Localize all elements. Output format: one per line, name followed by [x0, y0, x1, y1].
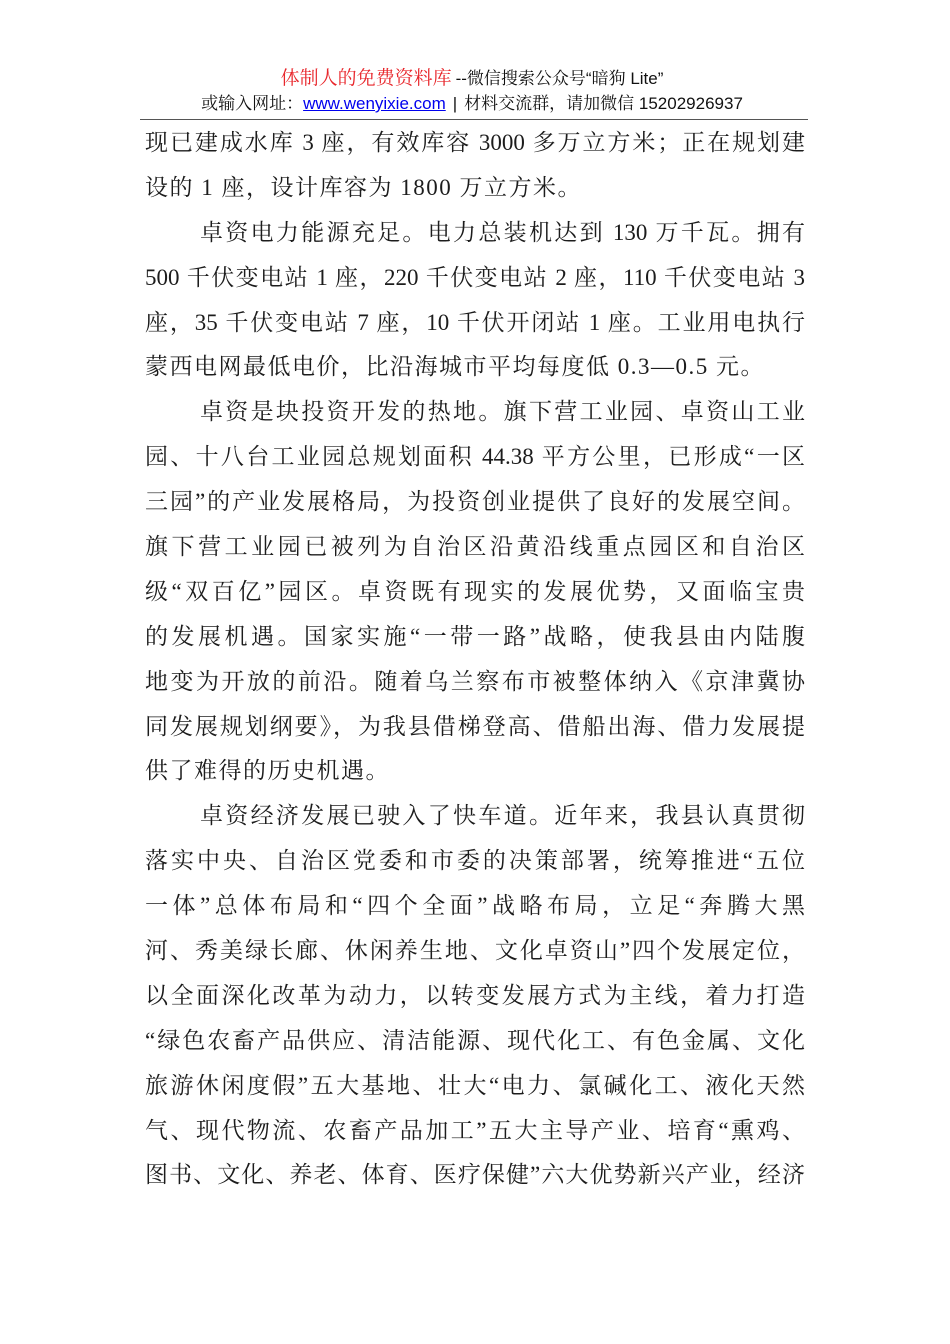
- brand-name: 体制人的免费资料库: [280, 68, 452, 89]
- body-line: 级“双百亿”园区。卓资既有现实的发展优势，又面临宝贵: [145, 578, 805, 604]
- body-line: 落实中央、自治区党委和市委的决策部署，统筹推进“五位: [145, 848, 805, 874]
- document-body: [145, 121, 805, 1198]
- body-line: 卓资经济发展已驶入了快车道。近年来，我县认真贯彻: [200, 803, 805, 829]
- url-prefix: 或输入网址：: [201, 94, 304, 113]
- paragraph-2: [145, 211, 805, 391]
- body-line: 气、现代物流、农畜产品加工”五大主导产业、培育“熏鸡、: [145, 1117, 805, 1143]
- paragraph-3: [145, 390, 805, 794]
- body-line: “绿色农畜产品供应、清洁能源、现代化工、有色金属、文化: [145, 1027, 805, 1053]
- paragraph-1: [145, 121, 805, 211]
- body-line: 以全面深化改革为动力，以转变发展方式为主线，着力打造: [145, 982, 805, 1008]
- body-line: 旅游休闲度假”五大基地、壮大“电力、氯碱化工、液化天然: [145, 1072, 805, 1098]
- page-header: [0, 66, 944, 116]
- body-line: 河、秀美绿长廊、休闲养生地、文化卓资山”四个发展定位，: [145, 938, 805, 964]
- body-line: 卓资是块投资开发的热地。旗下营工业园、卓资山工业: [200, 399, 805, 425]
- body-line: 图书、文化、养老、体育、医疗保健”六大优势新兴产业，经济: [145, 1162, 805, 1188]
- header-separator: |: [452, 94, 458, 113]
- body-line: 蒙西电网最低电价，比沿海城市平均每度低 0.3—0.5 元。: [145, 354, 765, 380]
- website-link[interactable]: www.wenyixie.com: [303, 94, 446, 113]
- body-line: 卓资电力能源充足。电力总装机达到 130 万千瓦。拥有: [200, 219, 805, 245]
- body-line: 地变为开放的前沿。随着乌兰察布市被整体纳入《京津冀协: [145, 668, 805, 694]
- body-line: 同发展规划纲要》，为我县借梯登高、借船出海、借力发展提: [145, 713, 805, 739]
- body-line: 现已建成水库 3 座，有效库容 3000 多万立方米；正在规划建: [145, 130, 805, 155]
- body-line: 园、十八台工业园总规划面积 44.38 平方公里，已形成“一区: [145, 444, 805, 470]
- header-rule: [140, 119, 808, 120]
- body-line: 设的 1 座，设计库容为 1800 万立方米。: [145, 174, 582, 200]
- body-line: 三园”的产业发展格局，为投资创业提供了良好的发展空间。: [145, 489, 805, 515]
- header-line-2: [0, 92, 944, 116]
- body-line: 供了难得的历史机遇。: [145, 758, 390, 784]
- body-line: 旗下营工业园已被列为自治区沿黄沿线重点园区和自治区: [145, 534, 805, 560]
- contact-info: 材料交流群，请加微信 15202926937: [464, 94, 743, 113]
- body-line: 的发展机遇。国家实施“一带一路”战略，使我县由内陆腹: [145, 623, 805, 649]
- body-line: 500 千伏变电站 1 座，220 千伏变电站 2 座，110 千伏变电站 3: [145, 264, 805, 290]
- body-line: 座，35 千伏变电站 7 座，10 千伏开闭站 1 座。工业用电执行: [145, 309, 805, 335]
- header-tagline: --微信搜索公众号“暗狗 Lite”: [455, 69, 664, 88]
- body-line: 一体”总体布局和“四个全面”战略布局，立足“奔腾大黑: [145, 893, 805, 919]
- header-line-1: [0, 66, 944, 92]
- paragraph-4: [145, 794, 805, 1198]
